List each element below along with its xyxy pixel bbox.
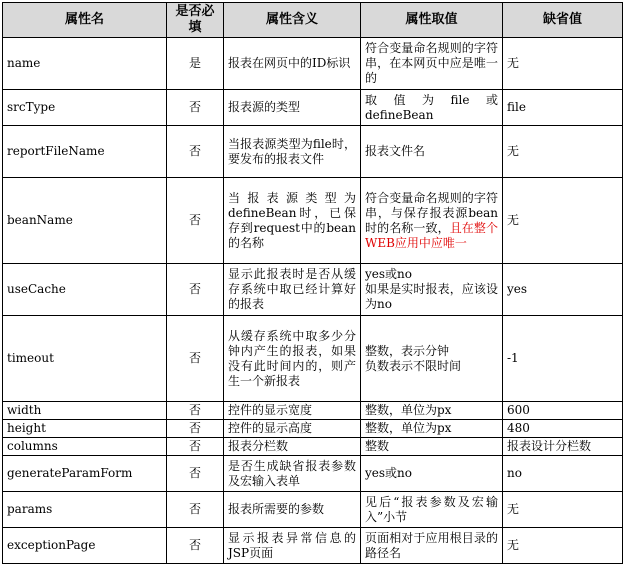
table-row: [3, 126, 623, 178]
attr-values: [361, 316, 503, 402]
attr-required: 否: [167, 402, 224, 420]
attr-required: 否: [167, 438, 224, 456]
table-row: [3, 402, 623, 420]
attr-name: beanName: [3, 178, 167, 264]
attr-default: 无: [503, 178, 623, 264]
attr-name: timeout: [3, 316, 167, 402]
attr-default: 无: [503, 38, 623, 90]
values-text: 符合变量命名规则的字符串，与保存报表源bean时的名称一致，: [365, 190, 498, 235]
attr-values: 整数: [361, 438, 503, 456]
attr-name: reportFileName: [3, 126, 167, 178]
attr-required: 是: [167, 38, 224, 90]
attr-default: yes: [503, 264, 623, 316]
attr-name: name: [3, 38, 167, 90]
attr-values: 取值为file或defineBean: [361, 90, 503, 126]
table-row: [3, 528, 623, 564]
attr-name: height: [3, 420, 167, 438]
attr-values: 见后“报表参数及宏输入”小节: [361, 492, 503, 528]
attr-required: 否: [167, 420, 224, 438]
attr-default: no: [503, 456, 623, 492]
table-row: [3, 456, 623, 492]
attr-required: 否: [167, 178, 224, 264]
header-row: [3, 3, 623, 38]
attr-required: 否: [167, 90, 224, 126]
attr-default: 无: [503, 126, 623, 178]
table-row: [3, 264, 623, 316]
attr-required: 否: [167, 492, 224, 528]
attr-meaning: 控件的显示高度: [224, 420, 361, 438]
table-row: [3, 316, 623, 402]
table-row: [3, 438, 623, 456]
attr-name: srcType: [3, 90, 167, 126]
attr-required: 否: [167, 126, 224, 178]
attr-values: 整数，单位为px: [361, 402, 503, 420]
header-meaning: 属性含义: [224, 3, 361, 38]
attr-meaning: 报表在网页中的ID标识: [224, 38, 361, 90]
attr-default: 480: [503, 420, 623, 438]
attr-values: 整数，单位为px: [361, 420, 503, 438]
attr-meaning: 从缓存系统中取多少分钟内产生的报表，如果没有此时间内的，则产生一个新报表: [224, 316, 361, 402]
table-row: [3, 178, 623, 264]
attr-values: 页面相对于应用根目录的路径名: [361, 528, 503, 564]
attr-default: 报表设计分栏数: [503, 438, 623, 456]
attr-name: params: [3, 492, 167, 528]
table-row: [3, 420, 623, 438]
table-row: [3, 492, 623, 528]
attr-meaning: 显示报表异常信息的JSP页面: [224, 528, 361, 564]
attr-default: 无: [503, 492, 623, 528]
values-line-1: 整数，表示分钟: [365, 343, 450, 358]
attr-values: 报表文件名: [361, 126, 503, 178]
attr-default: -1: [503, 316, 623, 402]
attr-values: [361, 264, 503, 316]
header-values: 属性取值: [361, 3, 503, 38]
attr-name: exceptionPage: [3, 528, 167, 564]
attr-name: useCache: [3, 264, 167, 316]
values-line-1: yes或no: [365, 267, 412, 281]
attr-meaning: 是否生成缺省报表参数及宏输入表单: [224, 456, 361, 492]
attr-meaning: 显示此报表时是否从缓存系统中取已经计算好的报表: [224, 264, 361, 316]
attr-default: 600: [503, 402, 623, 420]
attr-meaning: 报表源的类型: [224, 90, 361, 126]
attr-name: width: [3, 402, 167, 420]
header-name: 属性名: [3, 3, 167, 38]
attr-default: file: [503, 90, 623, 126]
attr-meaning: 报表分栏数: [224, 438, 361, 456]
attr-meaning: 报表所需要的参数: [224, 492, 361, 528]
table-row: [3, 90, 623, 126]
attr-name: columns: [3, 438, 167, 456]
attr-meaning: 当报表源类型为defineBean时，已保存到request中的bean的名称: [224, 178, 361, 264]
header-default: 缺省值: [503, 3, 623, 38]
table-row: [3, 38, 623, 90]
attr-default: 无: [503, 528, 623, 564]
header-required: 是否必填: [167, 3, 224, 38]
attr-values: yes或no: [361, 456, 503, 492]
attr-values: 符合变量命名规则的字符串，在本网页中应是唯一的: [361, 38, 503, 90]
attr-required: 否: [167, 456, 224, 492]
attr-name: generateParamForm: [3, 456, 167, 492]
attribute-table: [2, 2, 623, 564]
attr-meaning: 当报表源类型为file时，要发布的报表文件: [224, 126, 361, 178]
values-line-2: 如果是实时报表，应该设为no: [365, 282, 498, 311]
values-highlight: 且在整个WEB应用中应唯一: [365, 220, 498, 250]
values-line-2: 负数表示不限时间: [365, 358, 462, 373]
attr-meaning: 控件的显示宽度: [224, 402, 361, 420]
attr-required: 否: [167, 528, 224, 564]
attr-values: [361, 178, 503, 264]
attr-required: 否: [167, 316, 224, 402]
attr-required: 否: [167, 264, 224, 316]
